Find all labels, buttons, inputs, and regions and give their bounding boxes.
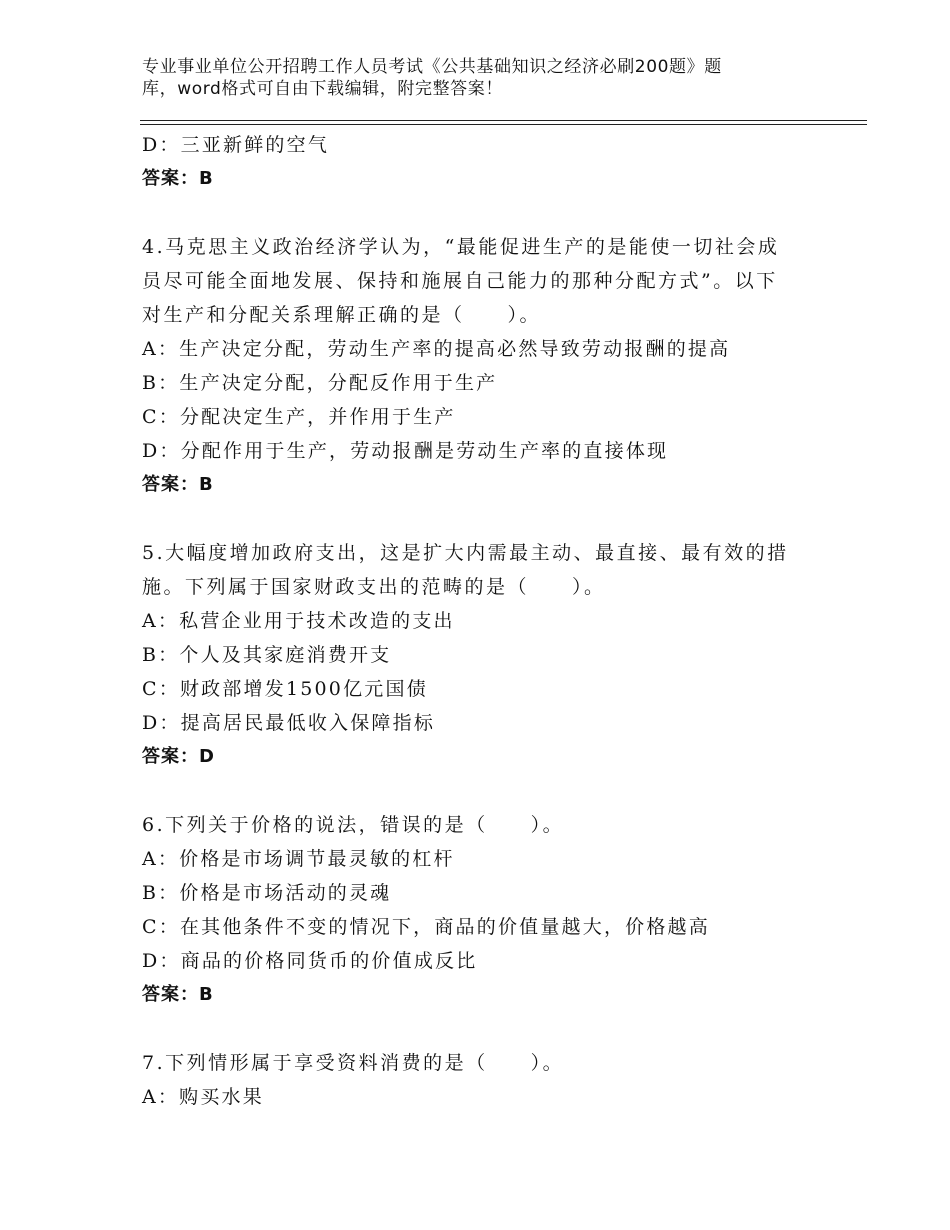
question-6 xyxy=(142,808,842,1012)
header-title-line-2: 库，word格式可自由下载编辑，附完整答案！ xyxy=(142,79,503,99)
question-text: 4.马克思主义政治经济学认为，“最能促进生产的是能使一切社会成 xyxy=(142,236,780,258)
question-text: 6.下列关于价格的说法，错误的是（ ）。 xyxy=(142,814,565,836)
page-header xyxy=(142,56,782,100)
spacer xyxy=(142,774,842,808)
question-text: 对生产和分配关系理解正确的是（ ）。 xyxy=(142,304,542,326)
option-d: D：提高居民最低收入保障指标 xyxy=(142,712,436,734)
question-text: 施。下列属于国家财政支出的范畴的是（ ）。 xyxy=(142,576,606,598)
question-text: 员尽可能全面地发展、保持和施展自己能力的那种分配方式”。以下 xyxy=(142,270,778,292)
spacer xyxy=(142,196,842,230)
question-5 xyxy=(142,536,842,774)
header-title-line-1: 专业事业单位公开招聘工作人员考试《公共基础知识之经济必刷200题》题 xyxy=(142,57,722,77)
option-a: A：生产决定分配，劳动生产率的提高必然导致劳动报酬的提高 xyxy=(142,338,731,360)
spacer xyxy=(142,1012,842,1046)
option-a: A：购买水果 xyxy=(142,1086,264,1108)
question-list xyxy=(142,128,842,1114)
answer-label: 答案：D xyxy=(142,746,215,767)
option-d: D：商品的价格同货币的价值成反比 xyxy=(142,950,478,972)
option-c: C：在其他条件不变的情况下，商品的价值量越大，价格越高 xyxy=(142,916,710,938)
question-text: 5.大幅度增加政府支出，这是扩大内需最主动、最直接、最有效的措 xyxy=(142,542,789,564)
option-b: B：生产决定分配，分配反作用于生产 xyxy=(142,372,498,394)
answer-label: 答案：B xyxy=(142,168,214,189)
option-d: D：分配作用于生产，劳动报酬是劳动生产率的直接体现 xyxy=(142,440,669,462)
option-c: C：分配决定生产，并作用于生产 xyxy=(142,406,456,428)
option-a: A：私营企业用于技术改造的支出 xyxy=(142,610,455,632)
spacer xyxy=(142,502,842,536)
option-c: C：财政部增发1500亿元国债 xyxy=(142,678,428,700)
answer-label: 答案：B xyxy=(142,984,214,1005)
question-3-tail xyxy=(142,128,842,196)
option-d: D：三亚新鲜的空气 xyxy=(142,134,330,156)
question-7 xyxy=(142,1046,842,1114)
option-b: B：价格是市场活动的灵魂 xyxy=(142,882,392,904)
header-divider-bottom xyxy=(140,124,867,125)
answer-label: 答案：B xyxy=(142,474,214,495)
option-a: A：价格是市场调节最灵敏的杠杆 xyxy=(142,848,455,870)
question-4 xyxy=(142,230,842,502)
question-text: 7.下列情形属于享受资料消费的是（ ）。 xyxy=(142,1052,565,1074)
header-divider-top xyxy=(140,120,867,121)
option-b: B：个人及其家庭消费开支 xyxy=(142,644,392,666)
